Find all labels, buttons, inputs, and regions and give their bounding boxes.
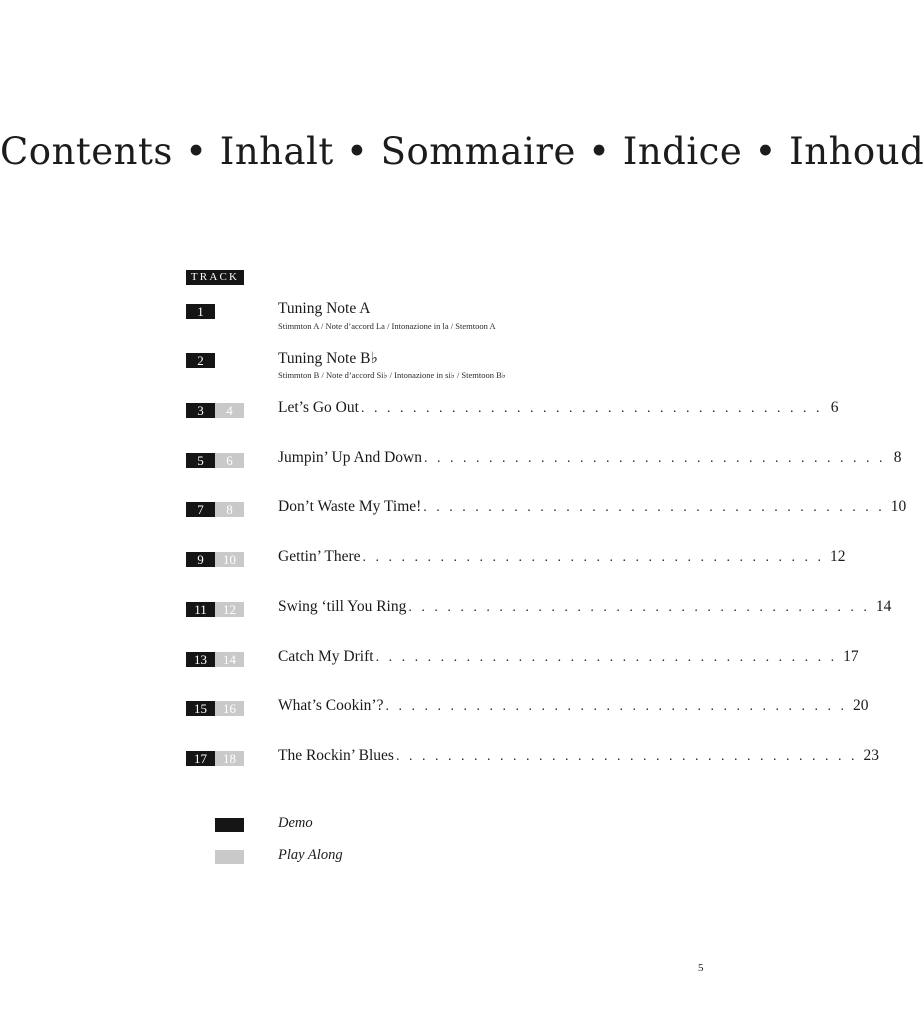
play-along-track-number: 14 (215, 652, 244, 667)
list-item (0, 399, 839, 443)
play-along-legend-swatch (215, 850, 244, 864)
leader-dots: . . . . . . . . . . . . . . . . . . . . . . . . . . . . . . . . . . . . (423, 451, 886, 466)
demo-track-number: 13 (186, 652, 215, 667)
leader-dots: . . . . . . . . . . . . . . . . . . . . . . . . . . . . . . . . . . . . (360, 401, 823, 416)
entry-title: Jumpin’ Up And Down (278, 449, 422, 466)
entry-page: 14 (875, 598, 892, 615)
page-number: 5 (698, 962, 704, 974)
toc-line (278, 449, 902, 467)
demo-track-number: 3 (186, 403, 215, 418)
play-along-track-number: 4 (215, 403, 244, 418)
leader-dots: . . . . . . . . . . . . . . . . . . . . . . . . . . . . . . . . . . . . (408, 600, 870, 615)
toc-line (278, 648, 859, 666)
demo-track-number: 15 (186, 701, 215, 716)
entry-page: 10 (890, 498, 907, 515)
entry-title: What’s Cookin’? (278, 697, 384, 714)
entry-title: Tuning Note B♭ (278, 350, 378, 367)
play-along-track-number: 10 (215, 552, 244, 567)
demo-track-number: 1 (186, 304, 215, 319)
leader-dots: . . . . . . . . . . . . . . . . . . . . . . . . . . . . . . . . . . . . (395, 749, 858, 764)
list-item (0, 449, 902, 493)
list-item (0, 300, 772, 344)
play-along-track-number: 16 (215, 701, 244, 716)
entry-subtitle: Stimmton B / Note d’accord Si♭ / Intonazione in si♭ / Stemtoon B♭ (278, 370, 506, 380)
toc-line (278, 399, 839, 417)
toc-line (278, 598, 892, 616)
demo-track-number: 2 (186, 353, 215, 368)
page-title: Contents • Inhalt • Sommaire • Indice • Inhoud (0, 130, 924, 173)
leader-dots: . . . . . . . . . . . . . . . . . . . . . . . . . . . . . . . . . . . . (362, 550, 824, 565)
entry-page: 20 (852, 697, 869, 714)
play-along-track-number: 12 (215, 602, 244, 617)
demo-track-number: 9 (186, 552, 215, 567)
demo-track-number: 17 (186, 751, 215, 766)
toc-line (278, 548, 846, 566)
demo-track-number: 5 (186, 453, 215, 468)
play-along-track-number: 6 (215, 453, 244, 468)
demo-track-number: 11 (186, 602, 215, 617)
toc-line (278, 697, 869, 715)
list-item (0, 648, 859, 692)
list-item (0, 697, 869, 741)
demo-track-number: 7 (186, 502, 215, 517)
leader-dots: . . . . . . . . . . . . . . . . . . . . . . . . . . . . . . . . . . . . (385, 699, 847, 714)
entry-page: 17 (843, 648, 859, 665)
list-item (0, 598, 892, 642)
entry-page: 6 (830, 399, 839, 416)
play-along-track-number: 18 (215, 751, 244, 766)
entry-page: 12 (830, 548, 846, 565)
entry-title: Swing ‘till You Ring (278, 598, 407, 615)
entry-title: Gettin’ There (278, 548, 361, 565)
entry-title: Let’s Go Out (278, 399, 359, 416)
list-item (0, 498, 907, 542)
entry-title: Catch My Drift (278, 648, 374, 665)
entry-title: The Rockin’ Blues (278, 747, 394, 764)
play-along-track-number: 8 (215, 502, 244, 517)
list-item (0, 747, 879, 791)
list-item (0, 350, 772, 393)
leader-dots: . . . . . . . . . . . . . . . . . . . . . . . . . . . . . . . . . . . . (375, 650, 838, 665)
entry-page: 23 (863, 747, 879, 764)
toc-line (278, 747, 879, 765)
play-along-legend-label: Play Along (278, 847, 343, 863)
entry-title: Tuning Note A (278, 300, 371, 317)
toc-line (278, 498, 907, 516)
list-item (0, 548, 846, 592)
entry-page: 8 (893, 449, 902, 466)
entry-title: Don’t Waste My Time! (278, 498, 422, 515)
demo-legend-swatch (215, 818, 244, 832)
track-header: TRACK (186, 270, 244, 285)
demo-legend-label: Demo (278, 815, 313, 831)
entry-subtitle: Stimmton A / Note d’accord La / Intonazione in la / Stemtoon A (278, 321, 496, 331)
leader-dots: . . . . . . . . . . . . . . . . . . . . . . . . . . . . . . . . . . . . (423, 500, 885, 515)
